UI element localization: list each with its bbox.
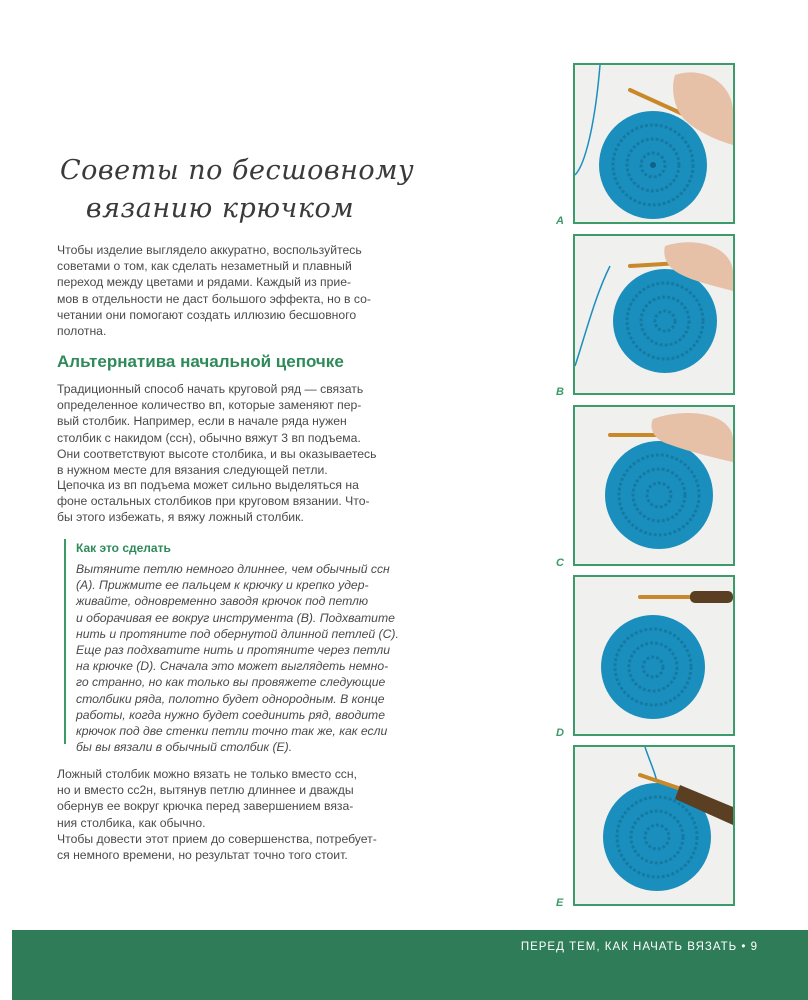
- howto-sidebar-rule: [64, 539, 66, 744]
- photo-step-c: [573, 405, 735, 566]
- page-title: [60, 152, 415, 228]
- body-line: Цепочка из вп подъема может сильно выделяться на: [57, 478, 359, 492]
- howto-line: нить и протяните под обернутой длинной петлей (C).: [76, 626, 399, 641]
- intro-line: переход между цветами и рядами. Каждый из прие-: [57, 275, 352, 290]
- intro-paragraph: [57, 242, 392, 339]
- page-footer: [12, 930, 808, 1000]
- howto-line: Еще раз подхватите нить и протяните через петли: [76, 643, 391, 658]
- page-title-line-1: Советы по бесшовному: [60, 155, 415, 186]
- body-line: ся немного времени, но результат точно того стоит.: [57, 848, 348, 863]
- crochet-photo-b: [575, 236, 733, 393]
- howto-instructions: [76, 561, 399, 755]
- body-line: столбик с накидом (ссн), обычно вяжут 3 вп подъема.: [57, 430, 361, 445]
- photo-label-a: A: [556, 215, 564, 227]
- howto-line: и оборачивая ее вокруг инструмента (B). Подхватите: [76, 610, 395, 625]
- body-line: бы этого избежать, я вяжу ложный столбик.: [57, 510, 304, 525]
- crochet-photo-c: [575, 407, 733, 564]
- intro-line: советами о том, как сделать незаметный и плавный: [57, 259, 352, 274]
- photo-step-b: [573, 234, 735, 395]
- howto-line: бы вы вязали в обычный столбик (E).: [76, 740, 293, 755]
- body-line: фоне остальных столбиков при круговом вязании. Что-: [57, 494, 370, 509]
- photo-label-c: C: [556, 557, 564, 569]
- howto-line: живайте, одновременно заводя крючок под петлю: [76, 594, 369, 609]
- intro-line: Чтобы изделие выглядело аккуратно, воспользуйтесь: [57, 243, 362, 257]
- photo-step-a: [573, 63, 735, 224]
- crochet-photo-d: [575, 577, 733, 734]
- page-title-line-2: вязанию крючком: [85, 193, 355, 224]
- crochet-photo-a: [575, 65, 733, 222]
- body-paragraph-4: [57, 831, 392, 863]
- howto-line: работы, когда нужно будет соединить ряд, вводите: [76, 707, 385, 722]
- howto-line: крючок под две стенки петли точно так же, как если: [76, 724, 388, 739]
- footer-running-title: ПЕРЕД ТЕМ, КАК НАЧАТЬ ВЯЗАТЬ • 9: [520, 941, 758, 953]
- body-paragraph-3: [57, 766, 392, 831]
- body-line: Чтобы довести этот прием до совершенства, потребует-: [57, 832, 377, 846]
- body-line: Они соответствуют высоте столбика, и вы оказываетесь: [57, 446, 377, 461]
- crochet-photo-e: [575, 747, 733, 904]
- body-line: обернув ее вокруг крючка перед завершением вяза-: [57, 799, 354, 814]
- howto-line: на крючке (D). Сначала это может выглядеть немно-: [76, 659, 389, 674]
- body-line: в нужном месте для вязания следующей петли.: [57, 463, 328, 478]
- body-paragraph-1: [57, 381, 392, 478]
- intro-line: четании они помогают создать иллюзию бесшовного: [57, 307, 357, 322]
- body-line: Ложный столбик можно вязать не только вместо ссн,: [57, 767, 358, 781]
- body-line: Традиционный способ начать круговой ряд — связать: [57, 382, 364, 396]
- photo-label-d: D: [556, 727, 564, 739]
- section-heading: Альтернатива начальной цепочке: [57, 352, 344, 371]
- photo-label-e: E: [556, 897, 564, 909]
- intro-line: мов в отдельности не даст большого эффекта, но в со-: [57, 291, 371, 306]
- howto-line: го странно, но как только вы провяжете следующие: [76, 675, 386, 690]
- body-line: определенное количество вп, которые заменяют пер-: [57, 398, 362, 413]
- photo-step-e: [573, 745, 735, 906]
- body-line: вый столбик. Например, если в начале ряда нужен: [57, 414, 347, 429]
- body-paragraph-2: [57, 477, 392, 526]
- howto-title: Как это сделать: [76, 541, 171, 555]
- howto-line: Вытяните петлю немного длиннее, чем обычный ссн: [76, 562, 390, 576]
- body-line: ния столбика, как обычно.: [57, 815, 206, 830]
- howto-line: столбики ряда, полотно будет однородным. В конце: [76, 691, 385, 706]
- howto-line: (A). Прижмите ее пальцем к крючку и крепко удер-: [76, 578, 369, 593]
- photo-step-d: [573, 575, 735, 736]
- body-line: но и вместо сс2н, вытянув петлю длиннее и дважды: [57, 783, 354, 798]
- photo-label-b: B: [556, 386, 564, 398]
- intro-line: полотна.: [57, 324, 107, 339]
